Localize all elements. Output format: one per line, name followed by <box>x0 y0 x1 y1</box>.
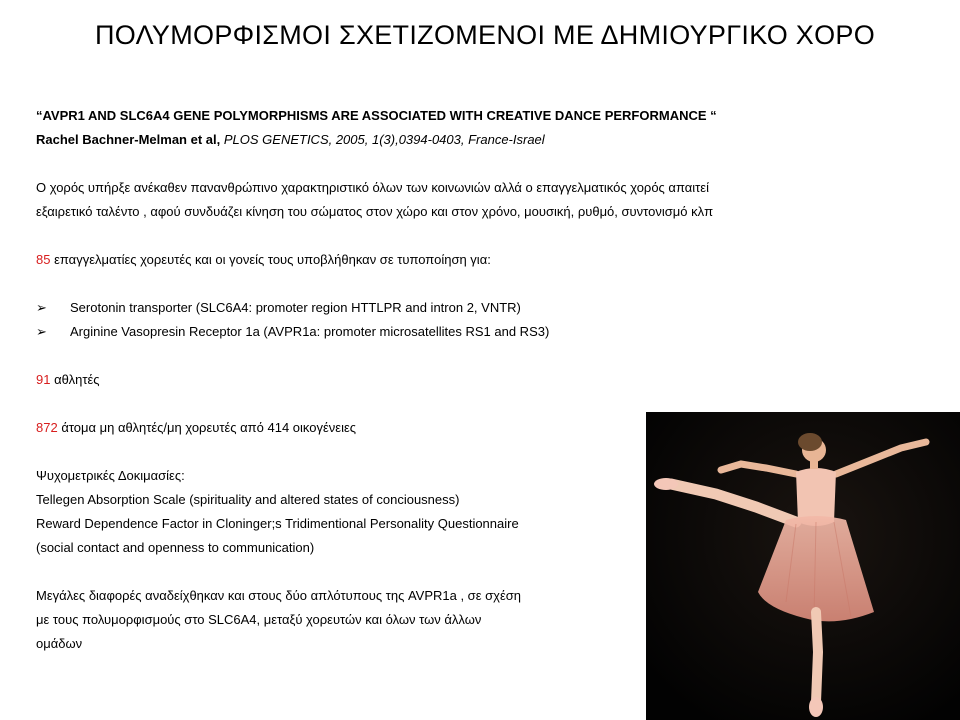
intro-line: εξαιρετικό ταλέντο , αφού συνδυάζει κίνηση του σώματος στον χώρο και στον χρόνο, μουσική, ρυθμό, συντονισμό κλπ <box>36 204 714 219</box>
arrow-bullet-icon: ➢ <box>36 300 47 315</box>
bullet-text: Serotonin transporter (SLC6A4: promoter region HTTLPR and intron 2, VNTR) <box>70 300 521 315</box>
paper-citation: PLOS GENETICS, 2005, 1(3),0394-0403, France-Israel <box>223 132 545 147</box>
others-text: άτομα μη αθλητές/μη χορευτές από 414 οικογένειες <box>61 420 357 435</box>
conclusion-line: Μεγάλες διαφορές αναδείχθηκαν και στους δύο απλότυπους της AVPR1a , σε σχέση <box>36 588 521 603</box>
conclusion-line: με τους πολυμορφισμούς στο SLC6A4, μεταξύ χορευτών και όλων των άλλων <box>36 612 482 627</box>
intro-line: Ο χορός υπήρξε ανέκαθεν πανανθρώπινο χαρακτηριστικό όλων των κοινωνιών αλλά ο επαγγελματικός χορός απαιτεί <box>36 180 709 195</box>
ballerina-illustration <box>646 412 960 720</box>
dancers-text: επαγγελματίες χορευτές και οι γονείς τους υποβλήθηκαν σε τυποποίηση για: <box>54 252 491 267</box>
psychometric-line: Tellegen Absorption Scale (spirituality and altered states of conciousness) <box>36 492 460 507</box>
psychometric-line: Reward Dependence Factor in Cloninger;s Tridimentional Personality Questionnaire <box>36 516 519 531</box>
ballerina-photo <box>646 412 960 720</box>
paper-reference <box>36 128 916 152</box>
dancers-line <box>36 248 916 272</box>
athletes-line <box>36 368 916 392</box>
paper-authors: Rachel Bachner-Melman et al, <box>36 132 221 147</box>
psychometric-line: (social contact and openness to communication) <box>36 540 315 555</box>
slide-title: ΠΟΛΥΜΟΡΦΙΣΜΟΙ ΣΧΕΤΙΖΟΜΕΝΟΙ ΜΕ ΔΗΜΙΟΥΡΓΙΚΟ ΧΟΡΟ <box>94 20 876 50</box>
arrow-bullet-icon: ➢ <box>36 324 47 339</box>
athletes-text: αθλητές <box>54 372 100 387</box>
bullet-text: Arginine Vasopresin Receptor 1a (AVPR1a: promoter microsatellites RS1 and RS3) <box>70 324 550 339</box>
paper-title: “AVPR1 AND SLC6A4 GENE POLYMORPHISMS ARE ASSOCIATED WITH CREATIVE DANCE PERFORMANCE “ <box>36 108 717 123</box>
bullet-item <box>36 320 916 344</box>
psychometric-heading: Ψυχομετρικές Δοκιμασίες: <box>36 468 185 483</box>
others-count: 872 <box>36 420 58 435</box>
dancers-count: 85 <box>36 252 51 267</box>
conclusion-line: ομάδων <box>36 636 83 651</box>
athletes-count: 91 <box>36 372 51 387</box>
bullet-item <box>36 296 916 320</box>
